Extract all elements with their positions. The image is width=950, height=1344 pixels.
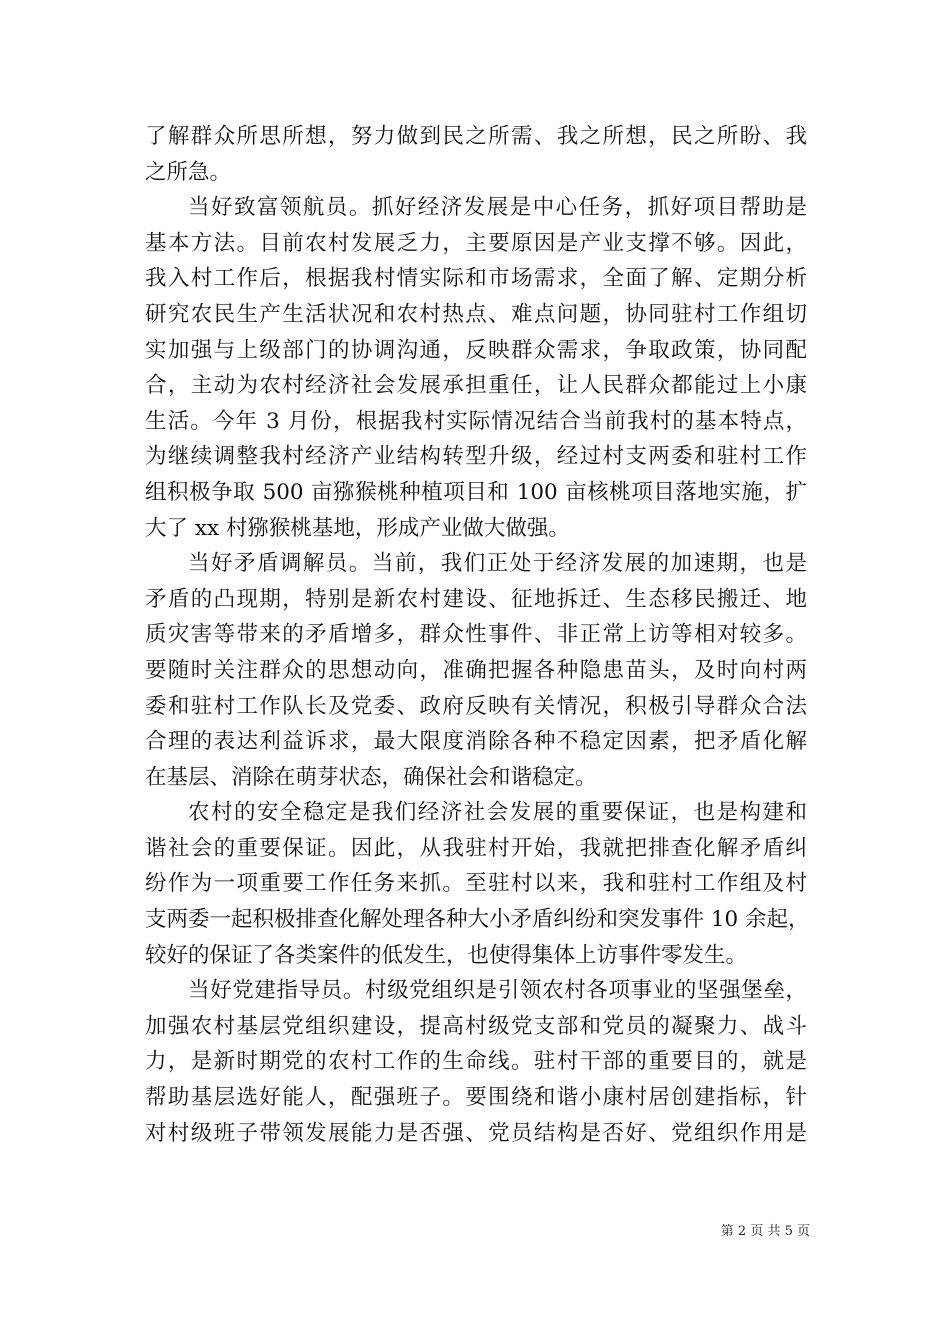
text-line: 组积极争取 500 亩猕猴桃种植项目和 100 亩核桃项目落地实施，扩 — [145, 479, 807, 505]
text-line: 矛盾的凸现期，特别是新农村建设、征地拆迁、生态移民搬迁、地 — [145, 586, 807, 612]
paragraph-start-line: 当好党建指导员。村级党组织是引领农村各项事业的坚强堡垒， — [188, 978, 807, 1004]
document-body — [145, 119, 810, 1151]
text-line: 研究农民生产生活状况和农村热点、难点问题，协同驻村工作组切 — [145, 301, 807, 327]
text-line: 基本方法。目前农村发展乏力，主要原因是产业支撑不够。因此， — [145, 230, 807, 256]
text-line: 加强农村基层党组织建设，提高村级党支部和党员的凝聚力、战斗 — [145, 1013, 807, 1039]
text-line: 委和驻村工作队长及党委、政府反映有关情况，积极引导群众合法 — [145, 693, 807, 719]
text-line: 之所急。 — [145, 159, 232, 185]
text-line: 质灾害等带来的矛盾增多，群众性事件、非正常上访等相对较多。 — [145, 622, 807, 648]
page-number: 第 2 页 共 5 页 — [720, 1224, 810, 1239]
text-line: 要随时关注群众的思想动向，准确把握各种隐患苗头，及时向村两 — [145, 657, 807, 683]
text-line: 我入村工作后，根据我村情实际和市场需求，全面了解、定期分析 — [145, 266, 807, 292]
paragraph-start-line: 当好矛盾调解员。当前，我们正处于经济发展的加速期，也是 — [188, 551, 807, 577]
text-line: 合，主动为农村经济社会发展承担重任，让人民群众都能过上小康 — [145, 373, 807, 399]
text-line: 在基层、消除在萌芽状态，确保社会和谐稳定。 — [145, 764, 597, 790]
text-line: 谐社会的重要保证。因此，从我驻村开始，我就把排查化解矛盾纠 — [145, 835, 807, 861]
text-line: 了解群众所思所想，努力做到民之所需、我之所想，民之所盼、我 — [145, 124, 807, 149]
paragraph-start-line: 当好致富领航员。抓好经济发展是中心任务，抓好项目帮助是 — [188, 195, 807, 221]
text-line: 合理的表达利益诉求，最大限度消除各种不稳定因素，把矛盾化解 — [145, 729, 807, 755]
text-line: 纷作为一项重要工作任务来抓。至驻村以来，我和驻村工作组及村 — [145, 871, 807, 897]
text-line: 大了 xx 村猕猴桃基地，形成产业做大做强。 — [145, 515, 570, 541]
text-line: 力，是新时期党的农村工作的生命线。驻村干部的重要目的，就是 — [145, 1049, 807, 1075]
text-line: 对村级班子带领发展能力是否强、党员结构是否好、党组织作用是 — [145, 1120, 807, 1146]
text-line: 生活。今年 3 月份，根据我村实际情况结合当前我村的基本特点， — [145, 408, 807, 434]
text-line: 支两委一起积极排查化解处理各种大小矛盾纠纷和突发事件 10 余起， — [145, 907, 810, 933]
text-line: 较好的保证了各类案件的低发生，也使得集体上访事件零发生。 — [145, 942, 748, 968]
text-line: 帮助基层选好能人，配强班子。要围绕和谐小康村居创建指标，针 — [145, 1085, 807, 1111]
paragraph-start-line: 农村的安全稳定是我们经济社会发展的重要保证，也是构建和 — [188, 800, 807, 826]
text-line: 为继续调整我村经济产业结构转型升级，经过村支两委和驻村工作 — [145, 444, 807, 470]
text-line: 实加强与上级部门的协调沟通，反映群众需求，争取政策，协同配 — [145, 337, 807, 363]
